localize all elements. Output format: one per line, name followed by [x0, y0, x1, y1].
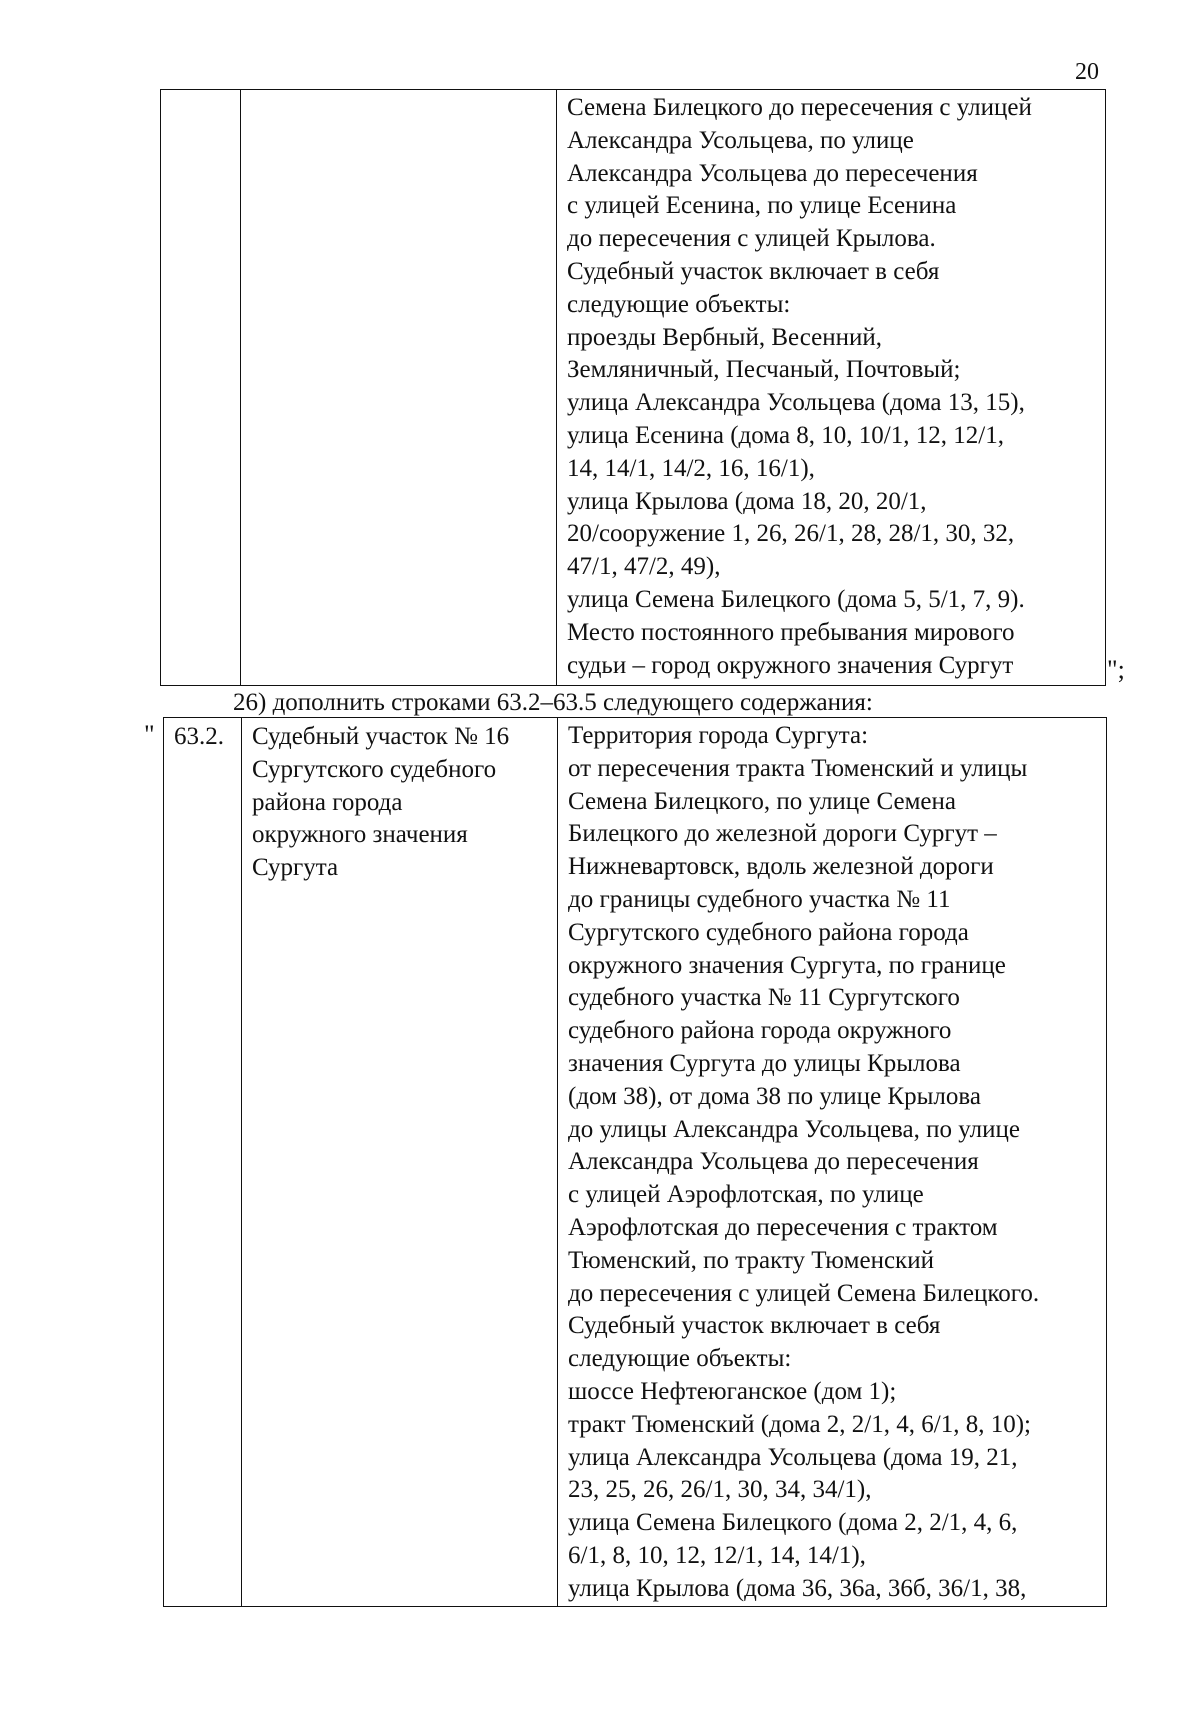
name-cell: [241, 90, 557, 686]
number-cell: [164, 718, 242, 1607]
amendment-table: [163, 717, 1107, 1607]
page-number: 20: [1075, 59, 1099, 85]
table-row: [161, 90, 1106, 686]
row-number: 63.2.: [174, 723, 224, 750]
description-cell: [557, 90, 1106, 686]
opening-quote: ": [144, 720, 155, 749]
closing-quote: ";: [1107, 655, 1125, 684]
description-text: Семена Билецкого до пересечения с улицей Александра Усольцева, по улице Александра Усольцева до пересечения с улицей Есенина, по улице Есенина до пересечения с улицей Крылова. Судебный участок включает в себя следующие объекты: проезды Вербный, Весенний, Земляничный, Песчаный, Почтовый; улица Александра Усольцева (дома 13, 15), улица Есенина (дома 8, 10, 10/1, 12, 12/1, 14, 14/1, 14/2, 16, 16/1), улица Крылова (дома 18, 20, 20/1, 20/сооружение 1, 26, 26/1, 28, 28/1, 30, 32, 47/1, 47/2, 49), улица Семена Билецкого (дома 5, 5/1, 7, 9). Место постоянного пребывания мирового судьи – город окружного значения Сургут: [567, 94, 1032, 679]
name-cell: [242, 718, 558, 1607]
amendment-instruction: 26) дополнить строками 63.2–63.5 следующего содержания:: [233, 689, 873, 716]
description-cell: [558, 718, 1107, 1607]
territory-text: Территория города Сургута: от пересечения тракта Тюменский и улицы Семена Билецкого, по улице Семена Билецкого до железной дороги Сургут – Нижневартовск, вдоль железной дороги до границы судебного участка № 11 Сургутского судебного района города окружного значения Сургута, по границе судебного участка № 11 Сургутского судебного района города окружного значения Сургута до улицы Крылова (дом 38), от дома 38 по улице Крылова до улицы Александра Усольцева, по улице Александра Усольцева до пересечения с улицей Аэрофлотская, по улице Аэрофлотская до пересечения с трактом Тюменский, по тракту Тюменский до пересечения с улицей Семена Билецкого. Судебный участок включает в себя следующие объекты: шоссе Нефтеюганское (дом 1); тракт Тюменский (дома 2, 2/1, 4, 6/1, 8, 10); улица Александра Усольцева (дома 19, 21, 23, 25, 26, 26/1, 30, 34, 34/1), улица Семена Билецкого (дома 2, 2/1, 4, 6, 6/1, 8, 10, 12, 12/1, 14, 14/1), улица Крылова (дома 36, 36а, 36б, 36/1, 38,: [568, 722, 1040, 1602]
number-cell: [161, 90, 241, 686]
continuation-table: [160, 89, 1106, 686]
district-name: Судебный участок № 16 Сургутского судебного района города окружного значения Сургута: [252, 723, 510, 882]
table-row: [164, 718, 1107, 1607]
